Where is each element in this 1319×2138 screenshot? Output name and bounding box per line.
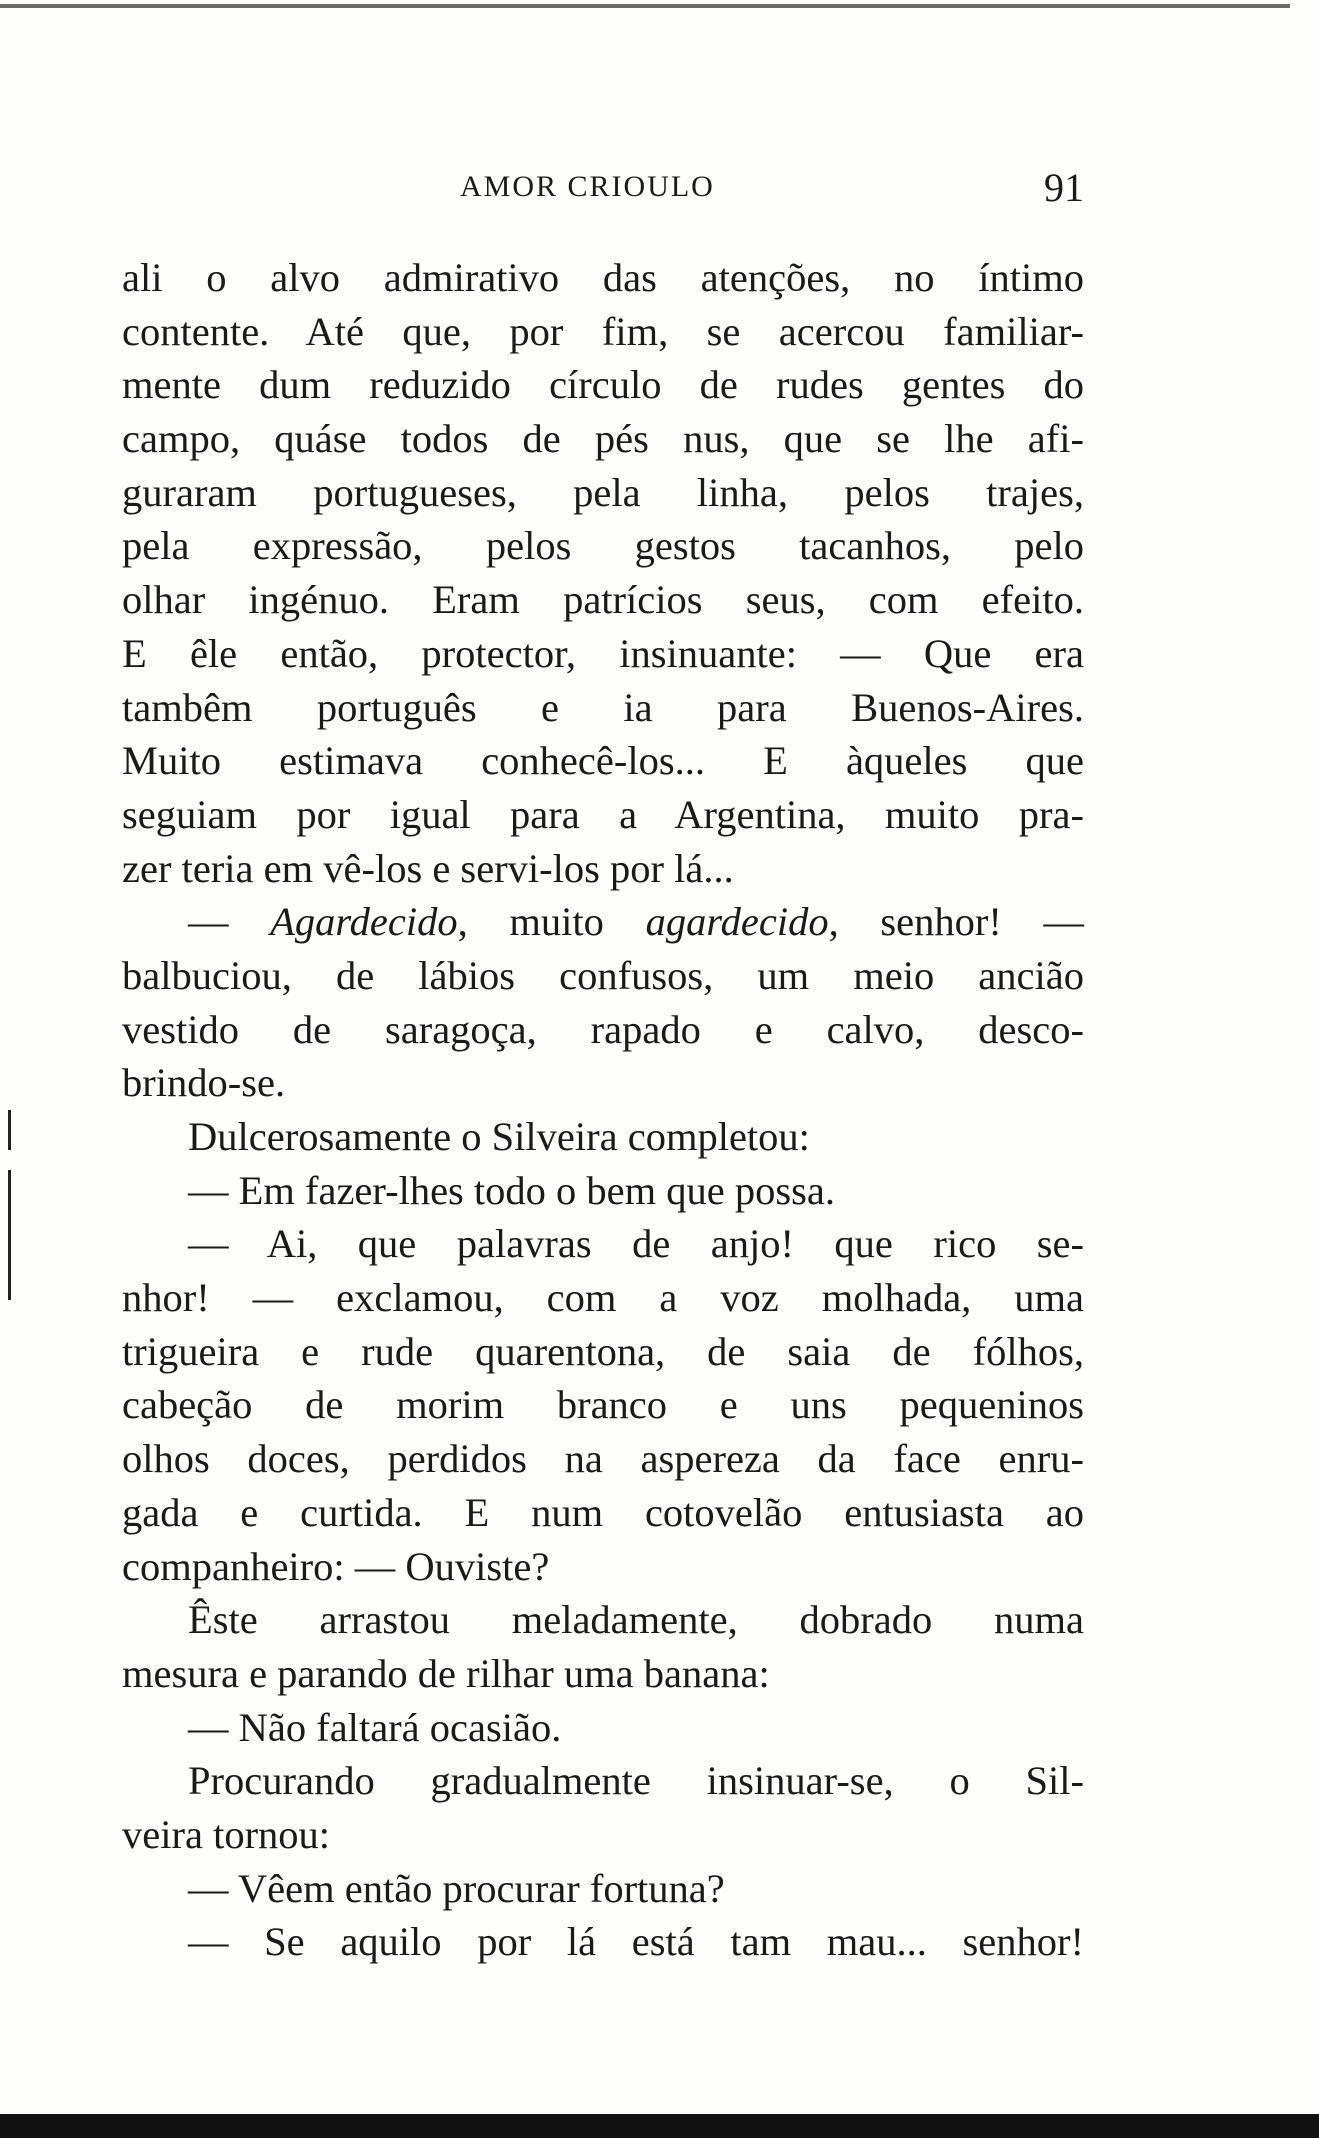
text-line: guraram portugueses, pela linha, pelos trajes, <box>122 469 1084 515</box>
text-line: mente dum reduzido círculo de rudes gentes do <box>122 362 1084 408</box>
text-line: zer teria em vê-los e servi-los por lá... <box>122 845 734 891</box>
text-line: Muito estimava conhecê-los... E àqueles que <box>122 738 1084 784</box>
text-line: balbuciou, de lábios confusos, um meio ancião <box>122 952 1084 998</box>
text-line: — Ai, que palavras de anjo! que rico se- <box>188 1221 1084 1267</box>
text-line: tambêm português e ia para Buenos-Aires. <box>122 684 1084 730</box>
text-line: veira tornou: <box>122 1811 331 1857</box>
body-text <box>122 251 1084 1969</box>
bottom-edge-rule <box>0 2114 1319 2138</box>
text-line: ali o alvo admirativo das atenções, no íntimo <box>122 255 1084 300</box>
text-line: companheiro: — Ouviste? <box>122 1543 550 1589</box>
text-line: vestido de saragoça, rapado e calvo, desco- <box>122 1006 1084 1052</box>
text-line: cabeção de morim branco e uns pequeninos <box>122 1382 1084 1428</box>
text-line: — Não faltará ocasião. <box>188 1704 562 1750</box>
text-line: contente. Até que, por fim, se acercou familiar- <box>122 308 1084 354</box>
text-line: brindo-se. <box>122 1060 286 1106</box>
margin-mark <box>8 1110 11 1150</box>
text-line: campo, quáse todos de pés nus, que se lhe afi- <box>122 416 1084 462</box>
text-line: olhos doces, perdidos na aspereza da face enru- <box>122 1436 1084 1482</box>
text-line: seguiam por igual para a Argentina, muito pra- <box>122 791 1084 837</box>
text-line: gada e curtida. E num cotovelão entusiasta ao <box>122 1489 1084 1535</box>
text-line: olhar ingénuo. Eram patrícios seus, com efeito. <box>122 577 1084 623</box>
page-header <box>122 164 1084 214</box>
text-line: — Agardecido, muito agardecido, senhor! — <box>188 899 1085 945</box>
text-line: — Vêem então procurar fortuna? <box>188 1865 725 1911</box>
text-line: mesura e parando de rilhar uma banana: <box>122 1650 770 1696</box>
text-line: Êste arrastou meladamente, dobrado numa <box>188 1597 1084 1643</box>
margin-mark <box>8 1170 11 1300</box>
running-head: AMOR CRIOULO <box>460 170 715 203</box>
text-line: Procurando gradualmente insinuar-se, o Sil- <box>188 1758 1084 1804</box>
text-line: pela expressão, pelos gestos tacanhos, pelo <box>122 523 1084 569</box>
text-line: — Se aquilo por lá está tam mau... senhor! <box>188 1919 1084 1965</box>
page-number: 91 <box>1044 165 1084 210</box>
text-line: trigueira e rude quarentona, de saia de fólhos, <box>122 1328 1084 1374</box>
text-line: Dulcerosamente o Silveira completou: <box>188 1114 810 1159</box>
text-line: E êle então, protector, insinuante: — Que era <box>122 630 1084 676</box>
text-line: nhor! — exclamou, com a voz molhada, uma <box>122 1275 1084 1321</box>
top-edge-rule <box>0 4 1290 8</box>
text-line: — Em fazer-lhes todo o bem que possa. <box>188 1167 836 1213</box>
